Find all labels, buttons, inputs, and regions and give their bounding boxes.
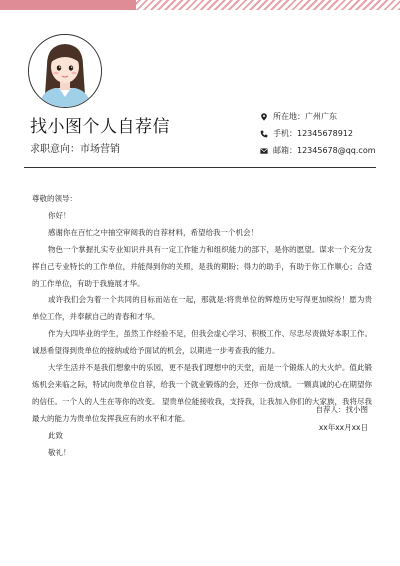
phone-icon bbox=[260, 130, 268, 138]
job-intent: 求职意向：市场营销 bbox=[30, 144, 120, 155]
contact-location bbox=[260, 108, 376, 125]
contact-location-text: 所在地：广州广东 bbox=[273, 112, 337, 121]
letter-paragraph: 物色一个掌握扎实专业知识并具有一定工作能力和组织能力的部下，是你的愿望。谋求一个充分发挥自己专业特长的工作单位，并能得到你的关照，是我的期盼；得力的助手，有助于你工作顺心；合适的工作单位，有助于我施展才华。 bbox=[32, 244, 372, 288]
avatar bbox=[28, 34, 102, 108]
letter-paragraph: 感谢你在百忙之中抽空审阅我的自荐材料，希望给我一个机会！ bbox=[48, 227, 258, 237]
letter-salutation: 尊敬的领导： bbox=[32, 194, 77, 203]
contact-email bbox=[260, 142, 376, 159]
contact-phone bbox=[260, 125, 376, 142]
letter-date: xx年xx月xx日 bbox=[318, 423, 368, 432]
email-icon bbox=[260, 147, 268, 155]
letter-paragraph: 或许我们会为着一个共同的目标而站在一起，那就是:将贵单位的辉煌历史写得更加缤纷！愿为贵单位工作，并奉献自己的青春和才华。 bbox=[32, 295, 372, 322]
contact-phone-text: 手机：12345678912 bbox=[273, 129, 353, 138]
letter-greeting: 你好！ bbox=[48, 210, 71, 220]
letter-closing-1: 此致 bbox=[48, 430, 63, 440]
contact-email-text: 邮箱：12345678@qq.com bbox=[273, 146, 376, 155]
location-icon bbox=[260, 113, 268, 121]
top-accent-bar bbox=[0, 0, 136, 10]
letter-paragraph: 大学生活并不是我们想象中的乐园，更不是我们理想中的天堂，而是一个锻炼人的大火炉。值此锻炼机会来临之际，特试向贵单位自荐，给我一个就业锻炼的会，还你一份成绩。一颗真诚的心在期望你的信任。一个人的人生在等你的改变。 望贵单位能接收我，支持我，让我加入你们的大家族，我将尽我最大的能力为贵单位发挥我应有的水平和才能。 bbox=[32, 363, 372, 423]
page-title: 找小图个人自荐信 bbox=[30, 117, 170, 137]
letter-body bbox=[32, 191, 372, 462]
letter-signer: 自荐人：找小图 bbox=[315, 405, 368, 414]
letter-paragraph: 作为大四毕业的学生，虽然工作经验不足，但我会虚心学习、积极工作、尽忠尽责做好本职工作。诚恳希望得到贵单位的接纳或给予面试的机会，以期进一步考查我的能力。 bbox=[32, 329, 372, 356]
contact-info bbox=[260, 108, 376, 159]
avatar-illustration bbox=[29, 35, 101, 107]
letter-closing-2: 敬礼！ bbox=[48, 447, 71, 457]
header-divider bbox=[24, 167, 376, 168]
top-striped-bar bbox=[136, 0, 400, 10]
